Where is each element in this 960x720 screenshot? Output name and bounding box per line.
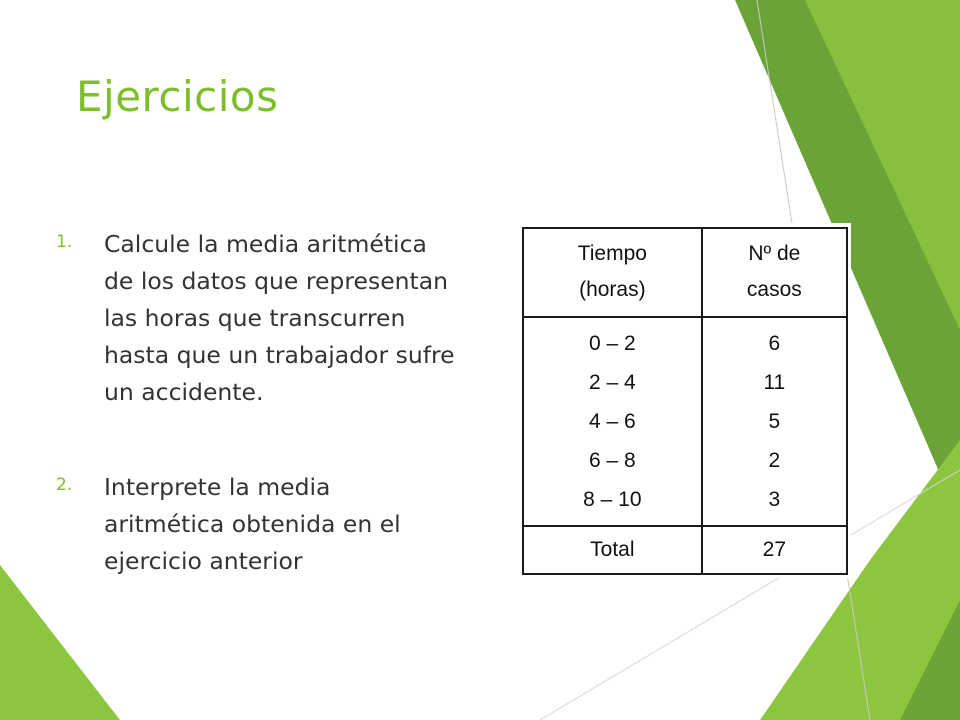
cases-column (702, 317, 847, 526)
header-time-line2: (horas) (579, 278, 646, 302)
interval-column (523, 317, 702, 526)
header-cases-line2: casos (746, 278, 802, 302)
total-value: 27 (702, 526, 847, 574)
table-total-row (523, 526, 847, 574)
table-header-row (523, 228, 847, 317)
frequency-table-image (519, 223, 851, 578)
cases-cell: 2 (768, 448, 781, 472)
exercise-item (56, 469, 456, 580)
frequency-table (522, 227, 848, 575)
exercise-number: 1. (56, 232, 73, 252)
table-body-row (523, 317, 847, 526)
total-label: Total (523, 526, 702, 574)
exercise-text: Interprete la media aritmética obtenida en el ejercicio anterior (104, 473, 401, 575)
exercise-item (56, 226, 456, 411)
interval-cell: 0 – 2 (588, 331, 636, 355)
exercise-list (56, 226, 456, 580)
cases-cell: 11 (763, 370, 786, 394)
header-cases-line1: Nº de (748, 242, 801, 266)
header-time (523, 228, 702, 317)
cases-cell: 3 (768, 487, 781, 511)
interval-cell: 6 – 8 (588, 448, 636, 472)
exercise-text: Calcule la media aritmética de los datos que representan las horas que transcurren hasta que un trabajador sufre un accidente. (104, 230, 455, 406)
interval-cell: 8 – 10 (583, 487, 642, 511)
interval-cell: 2 – 4 (588, 370, 636, 394)
slide-title: Ejercicios (76, 72, 279, 121)
light-green-triangle-left (0, 565, 120, 720)
cases-cell: 6 (768, 331, 781, 355)
header-cases (702, 228, 847, 317)
exercise-number: 2. (56, 475, 73, 495)
interval-cell: 4 – 6 (588, 409, 636, 433)
cases-cell: 5 (768, 409, 781, 433)
header-time-line1: Tiempo (577, 242, 647, 266)
